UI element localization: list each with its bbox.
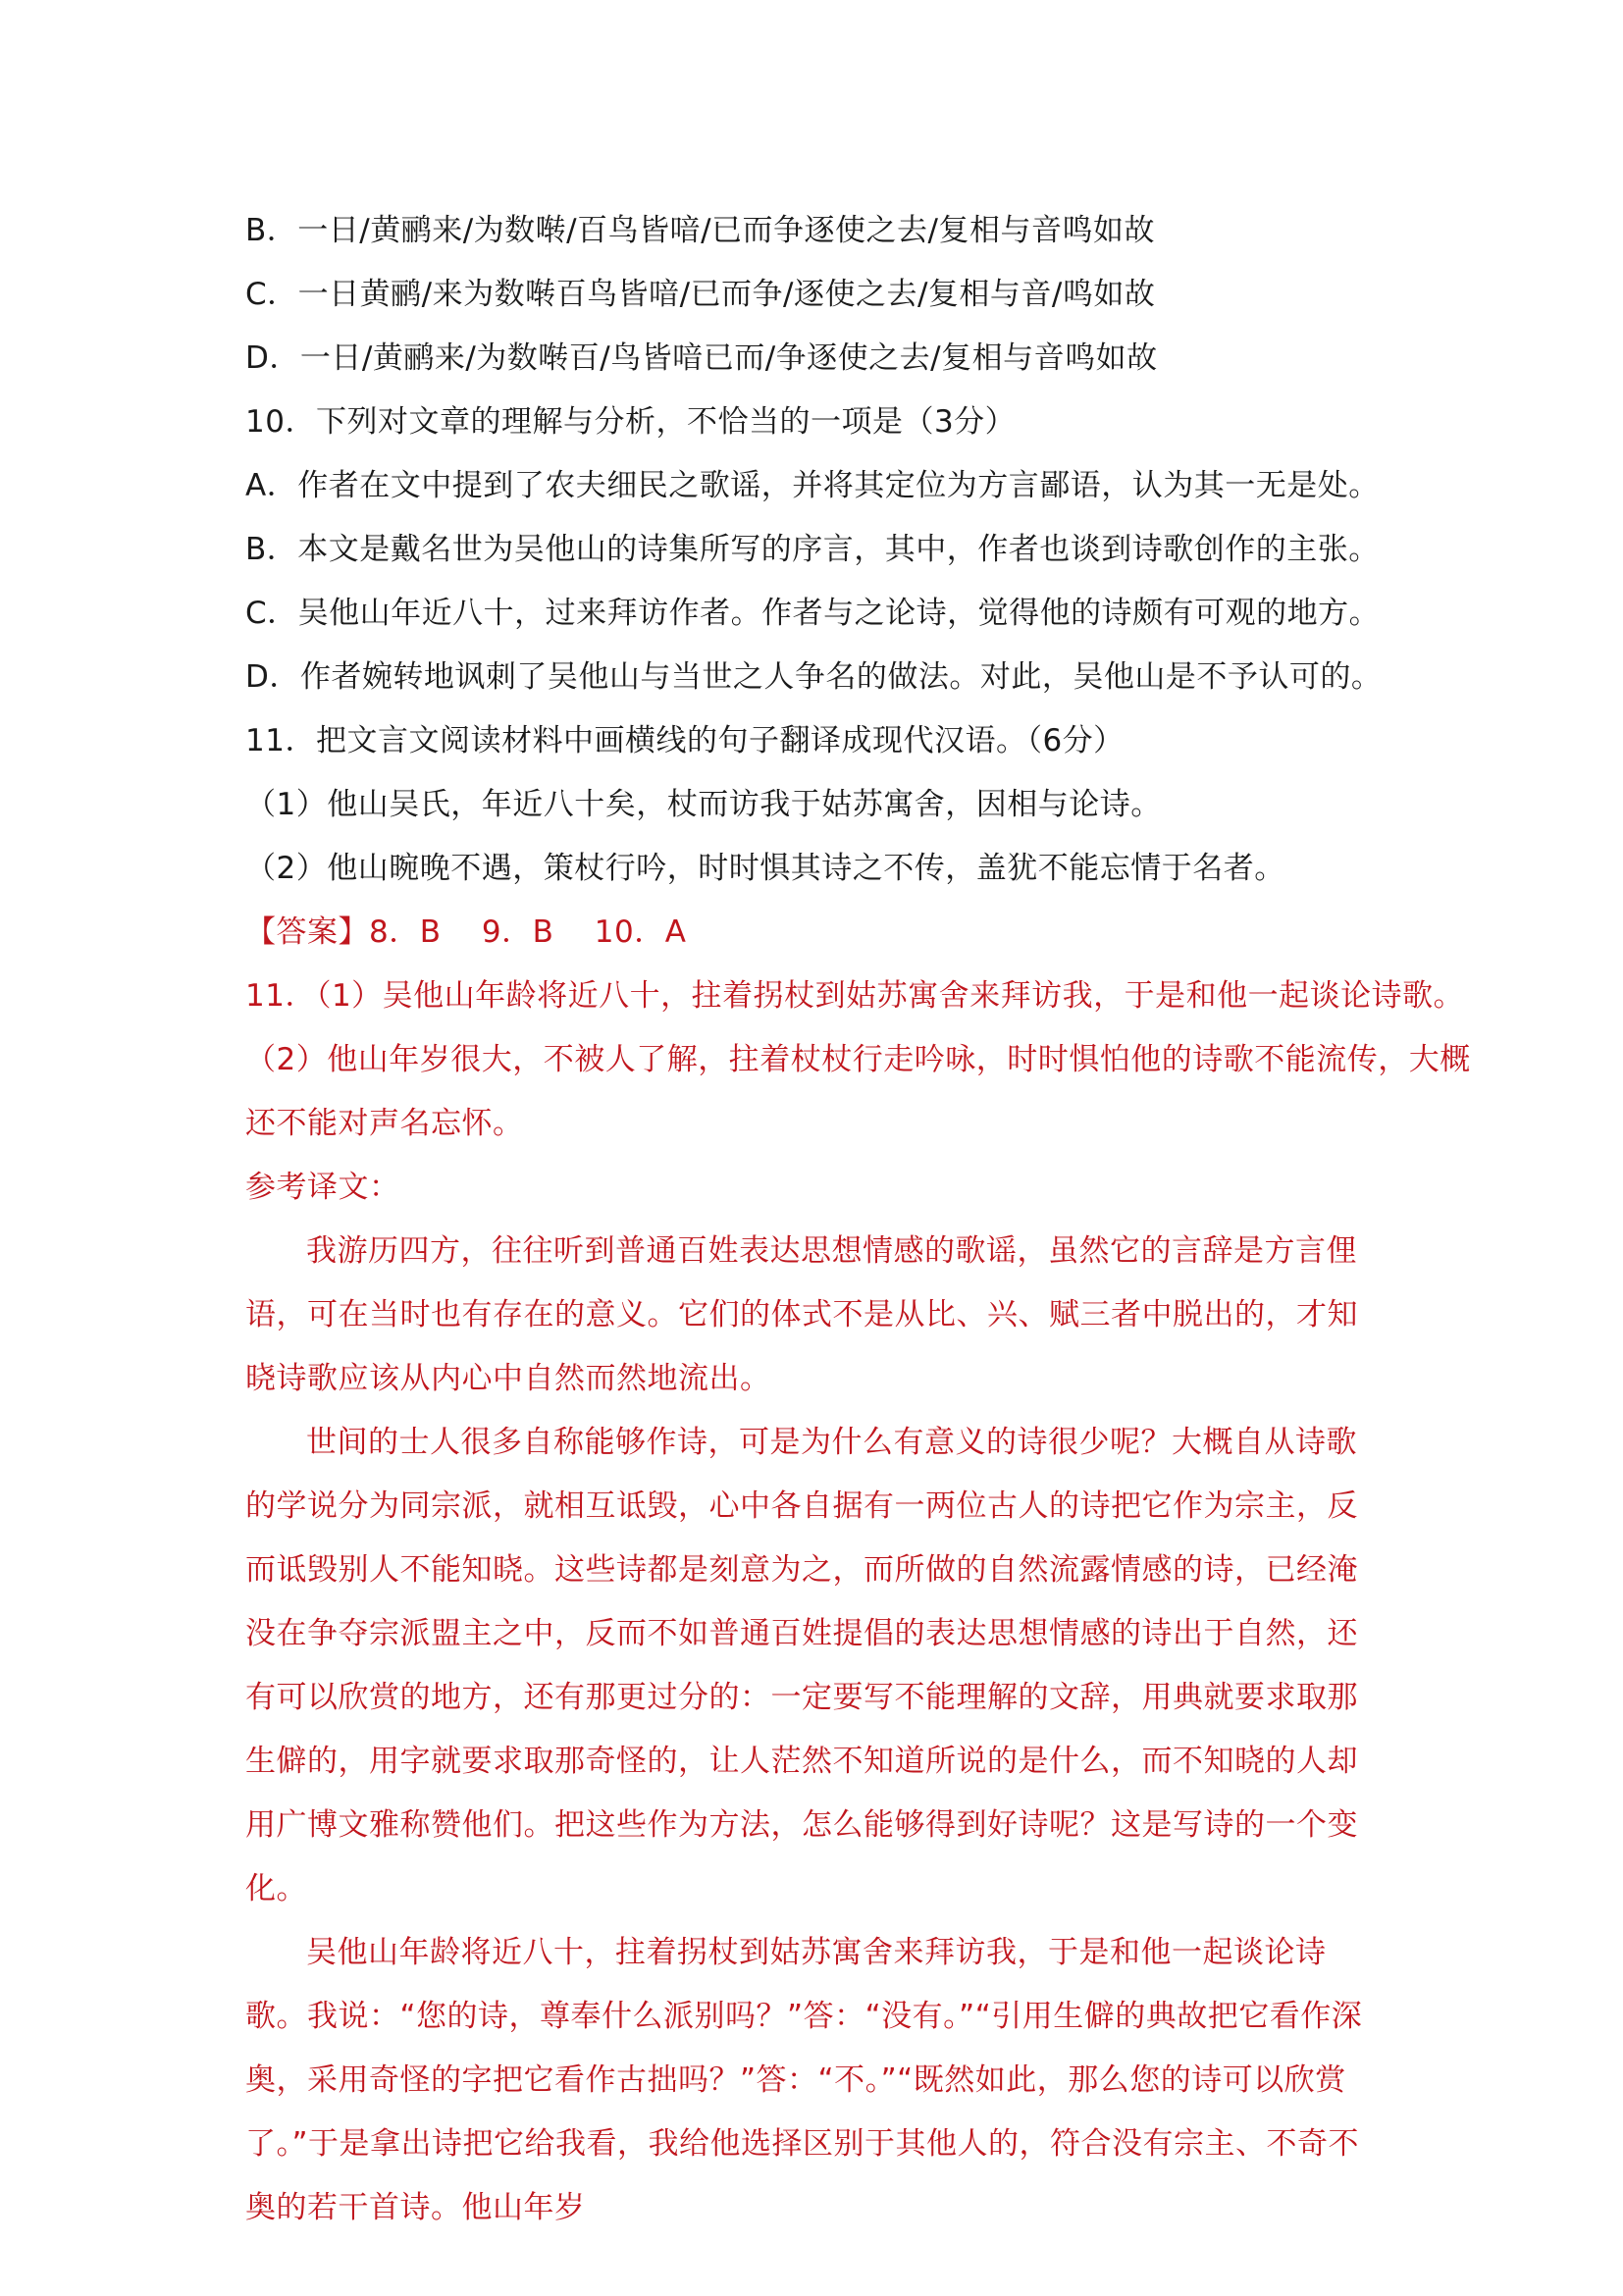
translation-heading: 参考译文： <box>245 1170 400 1205</box>
question-11 <box>245 709 1384 901</box>
option-c: C．一日黄鹂/来为数啭百鸟皆喑/已而争/逐使之去/复相与音/鸣如故 <box>245 277 1156 312</box>
question-11-stem: 11．把文言文阅读材料中画横线的句子翻译成现代汉语。（6分） <box>245 723 1125 758</box>
q10-option-b: B．本文是戴名世为吴他山的诗集所写的序言，其中，作者也谈到诗歌创作的主张。 <box>245 532 1380 567</box>
option-b: B．一日/黄鹂来/为数啭/百鸟皆喑/已而争逐使之去/复相与音鸣如故 <box>245 213 1155 248</box>
translation-paragraph-1: 我游历四方，往往听到普通百姓表达思想情感的歌谣，虽然它的言辞是方言俚语，可在当时也有存在的意义。它们的体式不是从比、兴、赋三者中脱出的，才知晓诗歌应该从内心中自然而然地流出。 <box>245 1233 1358 1396</box>
question-10 <box>245 391 1384 709</box>
answer-section <box>245 901 1471 1156</box>
question-10-stem: 10．下列对文章的理解与分析，不恰当的一项是（3分） <box>245 404 1017 440</box>
option-d: D．一日/黄鹂来/为数啭百/鸟皆喑已而/争逐使之去/复相与音鸣如故 <box>245 340 1158 376</box>
question-9-options <box>245 199 1384 391</box>
q10-option-c: C．吴他山年近八十，过来拜访作者。作者与之论诗，觉得他的诗颇有可观的地方。 <box>245 596 1381 631</box>
q10-option-d: D．作者婉转地讽刺了吴他山与当世之人争名的做法。对此，吴他山是不予认可的。 <box>245 659 1383 695</box>
translation-section <box>245 1156 1384 2240</box>
q11-sentence-2: （2）他山晼晚不遇，策杖行吟，时时惧其诗之不传，盖犹不能忘情于名者。 <box>245 851 1285 886</box>
answer-q11-line-1: 11．（1）吴他山年龄将近八十，拄着拐杖到姑苏寓舍来拜访我，于是和他一起谈论诗歌。 <box>245 978 1465 1014</box>
answer-label: 【答案】 <box>245 914 369 950</box>
answer-choices-line <box>245 901 1384 965</box>
translation-paragraph-2: 世间的士人很多自称能够作诗，可是为什么有意义的诗很少呢？大概自从诗歌的学说分为同宗派，就相互诋毁，心中各自据有一两位古人的诗把它作为宗主，反而诋毁别人不能知晓。这些诗都是刻意为之，而所做的自然流露情感的诗，已经淹没在争夺宗派盟主之中，反而不如普通百姓提倡的表达思想情感的诗出于自然，还有可以欣赏的地方，还有那更过分的：一定要写不能理解的文辞，用典就要求取那生僻的，用字就要求取那奇怪的，让人茫然不知道所说的是什么，而不知晓的人却用广博文雅称赞他们。把这些作为方法，怎么能够得到好诗呢？这是写诗的一个变化。 <box>245 1425 1358 1906</box>
translation-paragraph-3: 吴他山年龄将近八十，拄着拐杖到姑苏寓舍来拜访我，于是和他一起谈论诗歌。我说：“您的诗，尊奉什么派别吗？”答：“没有。”“引用生僻的典故把它看作深奥，采用奇怪的字把它看作古拙吗？”答：“不。”“既然如此，那么您的诗可以欣赏了。”于是拿出诗把它给我看，我给他选择区别于其他人的，符合没有宗主、不奇不奥的若干首诗。他山年岁 <box>245 1935 1363 2225</box>
q11-sentence-1: （1）他山吴氏，年近八十矣，杖而访我于姑苏寓舍，因相与论诗。 <box>245 787 1162 822</box>
answer-choices: 8．B 9．B 10．A <box>369 914 687 950</box>
answer-q11-line-3: 还不能对声名忘怀。 <box>245 1106 524 1141</box>
answer-q11-line-2: （2）他山年岁很大，不被人了解，拄着杖杖行走吟咏，时时惧怕他的诗歌不能流传，大概 <box>245 1042 1471 1077</box>
q10-option-a: A．作者在文中提到了农夫细民之歌谣，并将其定位为方言鄙语，认为其一无是处。 <box>245 468 1380 503</box>
